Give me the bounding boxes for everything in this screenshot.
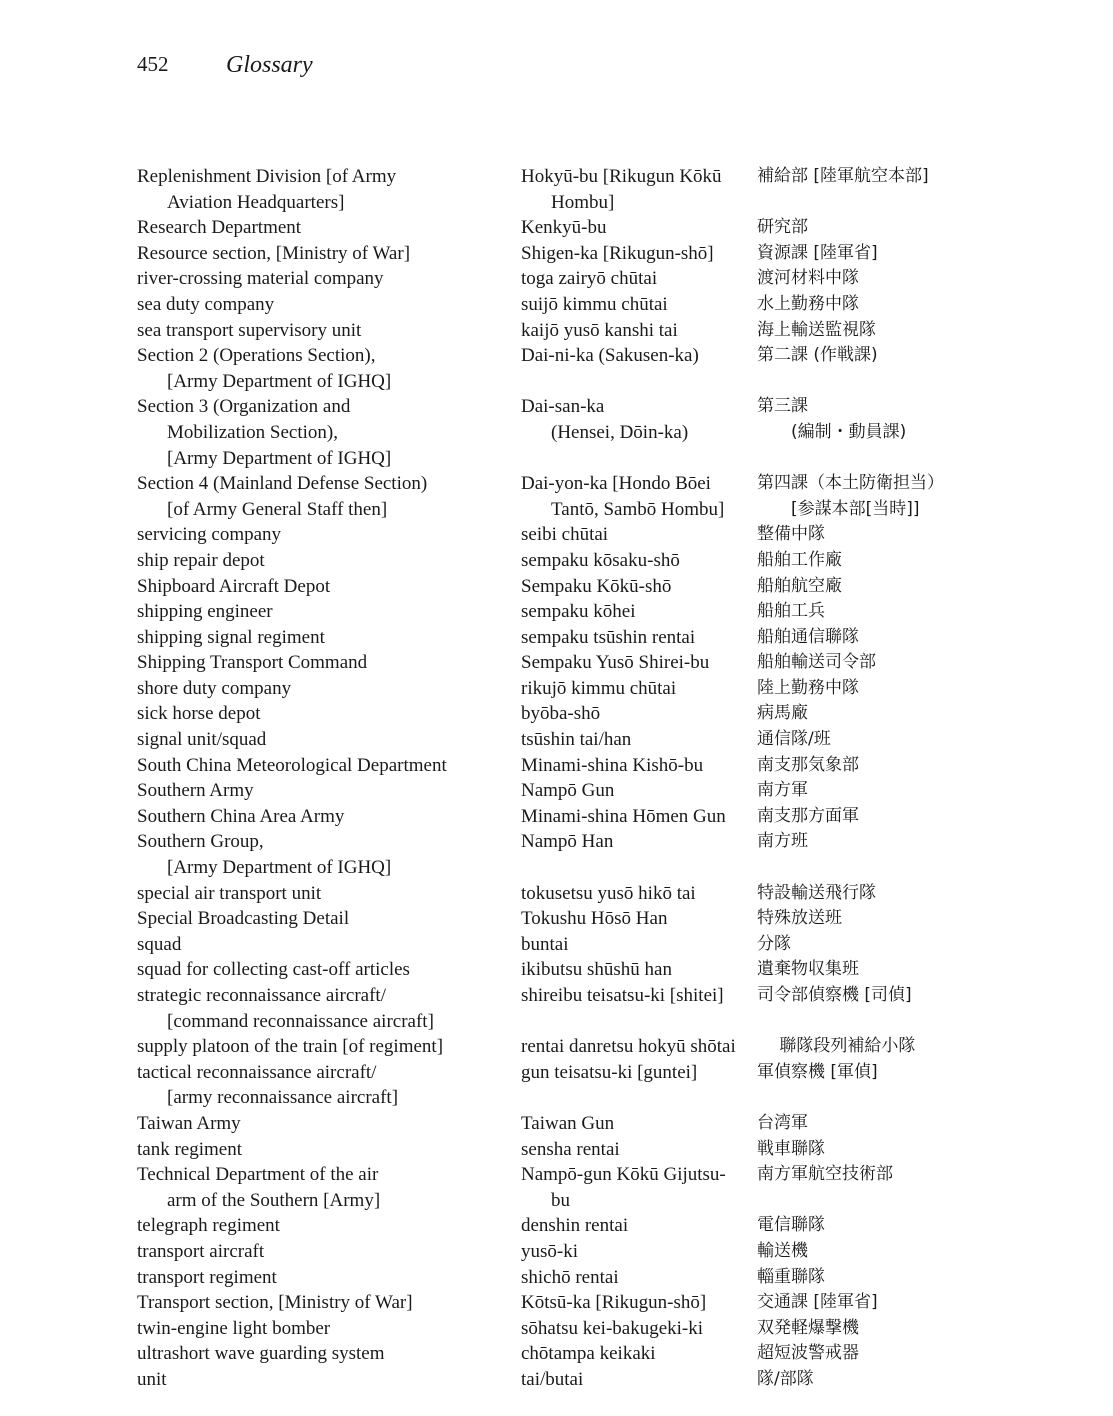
japanese-term xyxy=(757,701,1097,727)
glossary-entry xyxy=(137,983,1097,1034)
english-term xyxy=(137,266,509,292)
english-term-line: [Army Department of IGHQ] xyxy=(167,370,392,392)
japanese-term-line: 第二課 (作戦課) xyxy=(757,345,878,366)
japanese-term xyxy=(757,1265,1097,1291)
japanese-term-line: 南支那気象部 xyxy=(757,754,859,775)
japanese-term xyxy=(757,650,1097,676)
english-term xyxy=(137,548,509,574)
japanese-term xyxy=(757,676,1097,702)
japanese-term-line: 聯隊段列補給小隊 xyxy=(757,1036,916,1057)
romanized-term-line: Tantō, Sambō Hombu] xyxy=(551,498,725,520)
glossary-entry xyxy=(137,753,1097,779)
english-term-line: special air transport unit xyxy=(137,882,322,904)
english-term-line: tank regiment xyxy=(137,1138,242,1160)
english-term-line: squad for collecting cast-off articles xyxy=(137,959,410,981)
english-term-line: [command reconnaissance aircraft] xyxy=(167,1010,434,1032)
japanese-term xyxy=(757,215,1097,241)
english-term xyxy=(137,983,509,1034)
japanese-term xyxy=(757,599,1097,625)
romanized-term xyxy=(521,932,753,958)
romanized-term-line: bu xyxy=(551,1189,570,1211)
romanized-term xyxy=(521,574,753,600)
romanized-term xyxy=(521,957,753,983)
japanese-term-line: 隊/部隊 xyxy=(757,1368,814,1389)
glossary-entry xyxy=(137,906,1097,932)
romanized-term-line: suijō kimmu chūtai xyxy=(521,293,668,315)
glossary-entry xyxy=(137,266,1097,292)
english-term-line: twin-engine light bomber xyxy=(137,1317,331,1339)
japanese-term-line: 船舶輸送司令部 xyxy=(757,652,876,673)
japanese-term xyxy=(757,1162,1097,1188)
romanized-term xyxy=(521,804,753,830)
english-term xyxy=(137,753,509,779)
english-term xyxy=(137,881,509,907)
glossary-entry xyxy=(137,471,1097,522)
japanese-term-line: 遺棄物収集班 xyxy=(757,959,859,980)
english-term xyxy=(137,1162,509,1213)
romanized-term xyxy=(521,983,753,1009)
japanese-term-line: 交通課 [陸軍省] xyxy=(757,1292,878,1313)
english-term-line: squad xyxy=(137,933,182,955)
glossary-entry xyxy=(137,727,1097,753)
glossary-entry xyxy=(137,881,1097,907)
japanese-term-line: 司令部偵察機 [司偵] xyxy=(757,985,912,1006)
english-term xyxy=(137,1316,509,1342)
english-term xyxy=(137,1213,509,1239)
english-term xyxy=(137,957,509,983)
english-term-line: ship repair depot xyxy=(137,549,265,571)
japanese-term-line: 海上輸送監視隊 xyxy=(757,319,876,340)
glossary-entry xyxy=(137,343,1097,394)
japanese-term xyxy=(757,727,1097,753)
glossary-entry xyxy=(137,1265,1097,1291)
romanized-term-line: Nampō Han xyxy=(521,831,614,853)
english-term-line: [Army Department of IGHQ] xyxy=(167,857,392,879)
japanese-term xyxy=(757,1111,1097,1137)
english-term xyxy=(137,1341,509,1367)
japanese-term-line: 船舶航空廠 xyxy=(757,575,842,596)
japanese-term xyxy=(757,804,1097,830)
japanese-term-line: 陸上勤務中隊 xyxy=(757,677,859,698)
romanized-term-line: Dai-yon-ka [Hondo Bōei xyxy=(521,473,711,495)
romanized-term xyxy=(521,1162,753,1213)
japanese-term-line: 双発軽爆撃機 xyxy=(757,1317,859,1338)
english-term xyxy=(137,292,509,318)
romanized-term-line: Kōtsū-ka [Rikugun-shō] xyxy=(521,1292,707,1314)
english-term xyxy=(137,318,509,344)
japanese-term xyxy=(757,318,1097,344)
romanized-term xyxy=(521,650,753,676)
japanese-term xyxy=(757,778,1097,804)
glossary-entry xyxy=(137,1060,1097,1111)
japanese-term xyxy=(757,1341,1097,1367)
japanese-term xyxy=(757,574,1097,600)
english-term-line: signal unit/squad xyxy=(137,729,267,751)
japanese-term-line: 台湾軍 xyxy=(757,1112,808,1133)
glossary-entry xyxy=(137,574,1097,600)
japanese-term-line: 渡河材料中隊 xyxy=(757,268,859,289)
romanized-term-line: Taiwan Gun xyxy=(521,1112,615,1134)
romanized-term-line: tai/butai xyxy=(521,1368,584,1390)
romanized-term xyxy=(521,727,753,753)
english-term xyxy=(137,1367,509,1393)
glossary-entry xyxy=(137,292,1097,318)
japanese-term-line: 南方班 xyxy=(757,831,808,852)
romanized-term-line: sempaku tsūshin rentai xyxy=(521,626,696,648)
romanized-term-line: (Hensei, Dōin-ka) xyxy=(551,421,689,443)
glossary-entry xyxy=(137,164,1097,215)
english-term-line: sea transport supervisory unit xyxy=(137,319,362,341)
japanese-term-line: 超短波警戒器 xyxy=(757,1343,859,1364)
romanized-term xyxy=(521,1290,753,1316)
romanized-term-line: Kenkyū-bu xyxy=(521,217,607,239)
romanized-term xyxy=(521,292,753,318)
glossary-entry xyxy=(137,1162,1097,1213)
english-term xyxy=(137,343,509,394)
glossary-entry xyxy=(137,650,1097,676)
glossary-entries xyxy=(137,164,1097,1393)
romanized-term xyxy=(521,753,753,779)
romanized-term xyxy=(521,1367,753,1393)
japanese-term-line: 第四課（本土防衛担当） xyxy=(757,473,944,494)
romanized-term-line: Minami-shina Kishō-bu xyxy=(521,754,704,776)
japanese-term xyxy=(757,1060,1097,1086)
english-term xyxy=(137,522,509,548)
english-term-line: Shipboard Aircraft Depot xyxy=(137,575,331,597)
english-term-line: Shipping Transport Command xyxy=(137,652,368,674)
japanese-term xyxy=(757,983,1097,1009)
japanese-term xyxy=(757,1034,1097,1060)
romanized-term-line: shichō rentai xyxy=(521,1266,619,1288)
japanese-term xyxy=(757,957,1097,983)
glossary-entry xyxy=(137,522,1097,548)
english-term xyxy=(137,471,509,522)
romanized-term xyxy=(521,215,753,241)
romanized-term-line: Hokyū-bu [Rikugun Kōkū xyxy=(521,166,722,187)
english-term-line: transport aircraft xyxy=(137,1240,265,1262)
romanized-term-line: Dai-ni-ka (Sakusen-ka) xyxy=(521,345,699,367)
english-term-line: [Army Department of IGHQ] xyxy=(167,447,392,469)
romanized-term xyxy=(521,1137,753,1163)
romanized-term xyxy=(521,394,753,445)
glossary-entry xyxy=(137,1290,1097,1316)
glossary-entry xyxy=(137,599,1097,625)
english-term xyxy=(137,241,509,267)
japanese-term-line: 分隊 xyxy=(757,933,791,954)
english-term xyxy=(137,1290,509,1316)
romanized-term-line: sempaku kōhei xyxy=(521,601,636,623)
japanese-term-line: 戦車聯隊 xyxy=(757,1138,825,1159)
japanese-term xyxy=(757,881,1097,907)
english-term-line: South China Meteorological Department xyxy=(137,754,447,776)
romanized-term xyxy=(521,701,753,727)
romanized-term xyxy=(521,471,753,522)
romanized-term-line: ikibutsu shūshū han xyxy=(521,959,672,981)
japanese-term xyxy=(757,471,1097,522)
japanese-term xyxy=(757,906,1097,932)
glossary-entry xyxy=(137,1034,1097,1060)
english-term xyxy=(137,1111,509,1137)
english-term xyxy=(137,1034,509,1060)
english-term-line: shipping engineer xyxy=(137,601,273,623)
romanized-term-line: seibi chūtai xyxy=(521,524,609,546)
english-term-line: Resource section, [Ministry of War] xyxy=(137,242,411,264)
english-term-line: Section 2 (Operations Section), xyxy=(137,345,376,367)
romanized-term xyxy=(521,241,753,267)
english-term xyxy=(137,574,509,600)
japanese-term-line: 輸送機 xyxy=(757,1240,808,1261)
english-term xyxy=(137,215,509,241)
glossary-entry xyxy=(137,829,1097,880)
english-term xyxy=(137,599,509,625)
english-term-line: Section 4 (Mainland Defense Section) xyxy=(137,473,428,495)
english-term-line: shore duty company xyxy=(137,677,292,699)
romanized-term xyxy=(521,599,753,625)
english-term xyxy=(137,1239,509,1265)
glossary-entry xyxy=(137,625,1097,651)
english-term xyxy=(137,932,509,958)
english-term-line: unit xyxy=(137,1368,167,1390)
romanized-term-line: yusō-ki xyxy=(521,1240,578,1262)
japanese-term xyxy=(757,1316,1097,1342)
romanized-term xyxy=(521,164,753,215)
english-term xyxy=(137,778,509,804)
glossary-entry xyxy=(137,1367,1097,1393)
romanized-term-line: Sempaku Kōkū-shō xyxy=(521,575,672,597)
romanized-term-line: byōba-shō xyxy=(521,703,601,725)
english-term xyxy=(137,804,509,830)
english-term-line: tactical reconnaissance aircraft/ xyxy=(137,1061,377,1083)
japanese-term xyxy=(757,522,1097,548)
english-term-line: Special Broadcasting Detail xyxy=(137,908,350,930)
romanized-term xyxy=(521,1060,753,1086)
english-term xyxy=(137,906,509,932)
romanized-term-line: kaijō yusō kanshi tai xyxy=(521,319,678,341)
glossary-entry xyxy=(137,932,1097,958)
japanese-term-line: 通信隊/班 xyxy=(757,729,831,750)
glossary-entry xyxy=(137,215,1097,241)
glossary-entry xyxy=(137,701,1097,727)
japanese-term-line: 研究部 xyxy=(757,217,808,238)
japanese-term xyxy=(757,164,1097,190)
japanese-term-line: 特設輸送飛行隊 xyxy=(757,882,876,903)
japanese-term-line: 補給部 [陸軍航空本部] xyxy=(757,166,929,186)
romanized-term-line: Shigen-ka [Rikugun-shō] xyxy=(521,242,714,264)
romanized-term-line: tokusetsu yusō hikō tai xyxy=(521,882,696,904)
glossary-entry xyxy=(137,1111,1097,1137)
english-term-line: sick horse depot xyxy=(137,703,261,725)
glossary-entry xyxy=(137,241,1097,267)
romanized-term-line: tsūshin tai/han xyxy=(521,729,632,751)
page-number: 452 xyxy=(137,52,169,76)
romanized-term-line: Sempaku Yusō Shirei-bu xyxy=(521,652,710,674)
japanese-term xyxy=(757,753,1097,779)
glossary-entry xyxy=(137,676,1097,702)
romanized-term-line: sōhatsu kei-bakugeki-ki xyxy=(521,1317,704,1339)
english-term-line: Taiwan Army xyxy=(137,1112,241,1134)
english-term-line: Mobilization Section), xyxy=(167,421,338,443)
japanese-term xyxy=(757,932,1097,958)
japanese-term xyxy=(757,829,1097,855)
japanese-term-line: [参謀本部[当時]] xyxy=(791,498,920,519)
english-term-line: Replenishment Division [of Army xyxy=(137,166,397,187)
english-term-line: transport regiment xyxy=(137,1266,277,1288)
romanized-term xyxy=(521,266,753,292)
romanized-term-line: buntai xyxy=(521,933,569,955)
english-term-line: Technical Department of the air xyxy=(137,1164,379,1186)
japanese-term-line: 水上勤務中隊 xyxy=(757,293,859,314)
japanese-term-line: 特殊放送班 xyxy=(757,908,842,929)
japanese-term xyxy=(757,266,1097,292)
english-term xyxy=(137,164,509,215)
japanese-term-line: 船舶工作廠 xyxy=(757,549,842,570)
japanese-term xyxy=(757,1367,1097,1393)
english-term-line: strategic reconnaissance aircraft/ xyxy=(137,985,386,1007)
romanized-term xyxy=(521,1341,753,1367)
english-term-line: ultrashort wave guarding system xyxy=(137,1343,385,1365)
japanese-term xyxy=(757,1213,1097,1239)
english-term xyxy=(137,650,509,676)
romanized-term xyxy=(521,343,753,369)
english-term-line: supply platoon of the train [of regiment] xyxy=(137,1036,444,1058)
english-term xyxy=(137,394,509,471)
romanized-term-line: sensha rentai xyxy=(521,1138,620,1160)
glossary-entry xyxy=(137,957,1097,983)
english-term xyxy=(137,676,509,702)
glossary-entry xyxy=(137,1213,1097,1239)
japanese-term-line: 整備中隊 xyxy=(757,524,825,545)
english-term xyxy=(137,829,509,880)
romanized-term xyxy=(521,1034,753,1060)
glossary-entry xyxy=(137,318,1097,344)
glossary-entry xyxy=(137,548,1097,574)
english-term-line: Aviation Headquarters] xyxy=(167,191,345,213)
romanized-term xyxy=(521,676,753,702)
english-term-line: shipping signal regiment xyxy=(137,626,325,648)
romanized-term xyxy=(521,778,753,804)
japanese-term xyxy=(757,1290,1097,1316)
romanized-term-line: Dai-san-ka xyxy=(521,396,605,418)
japanese-term xyxy=(757,625,1097,651)
japanese-term-line: 南支那方面軍 xyxy=(757,805,859,826)
japanese-term xyxy=(757,343,1097,369)
japanese-term-line: 電信聯隊 xyxy=(757,1215,825,1236)
glossary-entry xyxy=(137,1341,1097,1367)
english-term-line: Southern Army xyxy=(137,780,254,802)
romanized-term-line: rikujō kimmu chūtai xyxy=(521,677,677,699)
romanized-term-line: Nampō-gun Kōkū Gijutsu- xyxy=(521,1164,726,1186)
romanized-term-line: Nampō Gun xyxy=(521,780,615,802)
english-term-line: [of Army General Staff then] xyxy=(167,498,388,520)
english-term xyxy=(137,701,509,727)
english-term-line: Southern Group, xyxy=(137,831,264,853)
japanese-term xyxy=(757,548,1097,574)
romanized-term xyxy=(521,625,753,651)
english-term xyxy=(137,1137,509,1163)
romanized-term-line: gun teisatsu-ki [guntei] xyxy=(521,1061,698,1083)
romanized-term xyxy=(521,881,753,907)
glossary-entry xyxy=(137,1239,1097,1265)
romanized-term xyxy=(521,548,753,574)
japanese-term-line: (編制・動員課) xyxy=(791,421,907,442)
romanized-term xyxy=(521,1239,753,1265)
japanese-term xyxy=(757,292,1097,318)
romanized-term xyxy=(521,1316,753,1342)
japanese-term-line: 船舶工兵 xyxy=(757,601,825,622)
english-term-line: [army reconnaissance aircraft] xyxy=(167,1087,399,1109)
japanese-term-line: 船舶通信聯隊 xyxy=(757,626,859,647)
romanized-term-line: toga zairyō chūtai xyxy=(521,268,658,290)
romanized-term-line: Minami-shina Hōmen Gun xyxy=(521,805,726,827)
english-term-line: river-crossing material company xyxy=(137,268,384,290)
english-term-line: Research Department xyxy=(137,217,302,239)
romanized-term xyxy=(521,1213,753,1239)
english-term-line: Southern China Area Army xyxy=(137,805,345,827)
english-term-line: servicing company xyxy=(137,524,282,546)
glossary-entry xyxy=(137,394,1097,471)
english-term xyxy=(137,1265,509,1291)
glossary-entry xyxy=(137,1137,1097,1163)
japanese-term xyxy=(757,241,1097,267)
romanized-term-line: Hombu] xyxy=(551,191,615,213)
romanized-term-line: Tokushu Hōsō Han xyxy=(521,908,668,930)
english-term xyxy=(137,727,509,753)
glossary-entry xyxy=(137,804,1097,830)
japanese-term-line: 軍偵察機 [軍偵] xyxy=(757,1061,878,1082)
running-title: Glossary xyxy=(226,52,313,78)
english-term xyxy=(137,625,509,651)
japanese-term-line: 南方軍航空技術部 xyxy=(757,1164,893,1185)
romanized-term-line: rentai danretsu hokyū shōtai xyxy=(521,1036,736,1058)
english-term-line: Transport section, [Ministry of War] xyxy=(137,1292,413,1314)
romanized-term xyxy=(521,906,753,932)
romanized-term xyxy=(521,522,753,548)
romanized-term-line: chōtampa keikaki xyxy=(521,1343,656,1365)
english-term-line: telegraph regiment xyxy=(137,1215,280,1237)
romanized-term xyxy=(521,829,753,855)
romanized-term-line: sempaku kōsaku-shō xyxy=(521,549,680,571)
japanese-term xyxy=(757,1137,1097,1163)
japanese-term-line: 南方軍 xyxy=(757,780,808,801)
japanese-term-line: 輜重聯隊 xyxy=(757,1266,825,1287)
romanized-term xyxy=(521,1265,753,1291)
japanese-term xyxy=(757,1239,1097,1265)
glossary-entry xyxy=(137,1316,1097,1342)
english-term-line: arm of the Southern [Army] xyxy=(167,1189,381,1211)
english-term-line: sea duty company xyxy=(137,293,275,315)
japanese-term-line: 病馬廠 xyxy=(757,703,808,724)
glossary-entry xyxy=(137,778,1097,804)
japanese-term-line: 第三課 xyxy=(757,396,808,417)
japanese-term-line: 資源課 [陸軍省] xyxy=(757,242,878,263)
romanized-term xyxy=(521,318,753,344)
japanese-term xyxy=(757,394,1097,445)
romanized-term-line: denshin rentai xyxy=(521,1215,629,1237)
romanized-term xyxy=(521,1111,753,1137)
romanized-term-line: shireibu teisatsu-ki [shitei] xyxy=(521,985,724,1007)
english-term xyxy=(137,1060,509,1111)
english-term-line: Section 3 (Organization and xyxy=(137,396,351,418)
